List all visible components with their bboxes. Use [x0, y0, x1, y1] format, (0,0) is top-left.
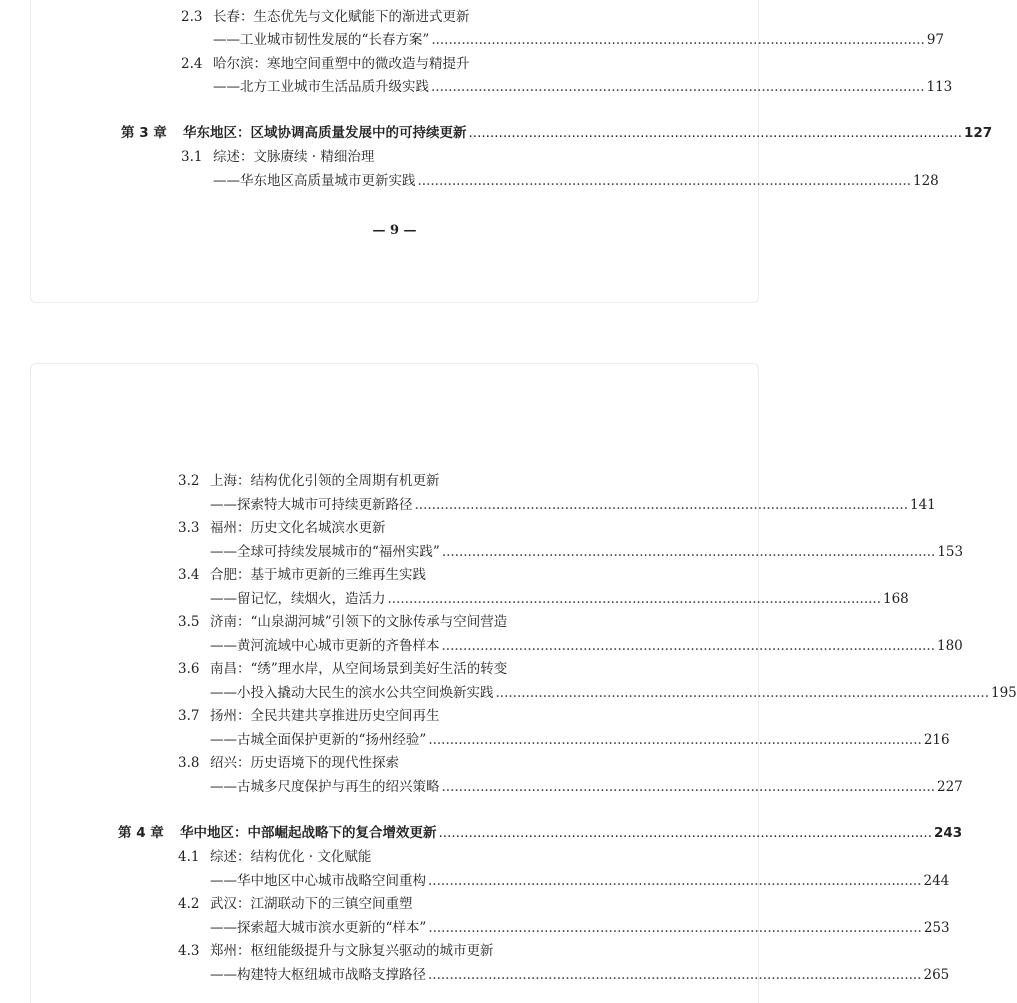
section-subtitle: ——小投入撬动大民生的滨水公共空间焕新实践 [210, 685, 494, 701]
toc-entry-2-4[interactable] [181, 54, 470, 74]
section-title: 绍兴：历史语境下的现代性探索 [210, 755, 399, 771]
section-number: 2.3 [181, 9, 203, 25]
section-subtitle: ——构建特大枢纽城市战略支撑路径 [210, 967, 426, 983]
page-ref: 195 [991, 685, 1017, 701]
section-title: 哈尔滨：寒地空间重塑中的微改造与精提升 [213, 56, 470, 72]
section-subtitle: ——探索特大城市可持续更新路径 [210, 497, 413, 513]
section-title: 扬州：全民共建共享推进历史空间再生 [210, 708, 440, 724]
leader-dots: ................................................................................................................... [428, 873, 922, 889]
leader-dots: ................................................................................................................... [468, 125, 962, 141]
page-ref: 128 [913, 173, 939, 189]
toc-entry-4-1[interactable] [178, 847, 371, 867]
toc-entry-2-4-subtitle[interactable] [213, 77, 953, 97]
page-ref: 243 [934, 825, 963, 841]
toc-entry-4-3-subtitle[interactable] [210, 965, 950, 985]
toc-entry-3-8-subtitle[interactable] [210, 777, 963, 797]
leader-dots: ................................................................................................................... [438, 825, 932, 841]
section-number: 4.3 [178, 943, 200, 959]
page-ref: 127 [964, 125, 993, 141]
toc-chapter-3[interactable] [121, 123, 993, 143]
toc-entry-2-3[interactable] [181, 7, 470, 27]
toc-entry-3-7[interactable] [178, 706, 440, 726]
section-number: 3.1 [181, 149, 203, 165]
leader-dots: ................................................................................................................... [387, 591, 881, 607]
toc-entry-3-4-subtitle[interactable] [210, 589, 909, 609]
leader-dots: ................................................................................................................... [441, 544, 936, 560]
toc-entry-4-2[interactable] [178, 894, 413, 914]
page-ref: 227 [937, 779, 963, 795]
toc-entry-4-3[interactable] [178, 941, 494, 961]
section-title: 长春：生态优先与文化赋能下的渐进式更新 [213, 9, 470, 25]
toc-entry-3-5[interactable] [178, 612, 507, 632]
section-subtitle: ——留记忆，续烟火，造活力 [210, 591, 386, 607]
section-subtitle: ——全球可持续发展城市的“福州实践” [210, 544, 440, 560]
page-ref: 265 [923, 967, 950, 983]
document-page-10 [30, 363, 1017, 1003]
section-number: 2.4 [181, 56, 203, 72]
section-number: 3.6 [178, 661, 200, 677]
page-ref: 244 [923, 873, 950, 889]
leader-dots: ................................................................................................................... [495, 685, 989, 701]
leader-dots: ................................................................................................................... [441, 638, 935, 654]
section-title: 福州：历史文化名城滨水更新 [210, 520, 386, 536]
section-title: 南昌：“绣”理水岸，从空间场景到美好生活的转变 [210, 661, 508, 677]
page-ref: 180 [937, 638, 963, 654]
section-title: 综述：文脉赓续 · 精细治理 [213, 149, 375, 165]
section-number: 4.1 [178, 849, 200, 865]
section-subtitle: ——古城全面保护更新的“扬州经验” [210, 732, 427, 748]
toc-entry-3-1[interactable] [181, 147, 374, 167]
leader-dots: ................................................................................................................... [431, 32, 925, 48]
page-ref: 141 [910, 497, 936, 513]
toc-entry-3-5-subtitle[interactable] [210, 636, 963, 656]
section-title: 上海：结构优化引领的全周期有机更新 [210, 473, 440, 489]
section-number: 3.3 [178, 520, 200, 536]
toc-entry-3-3-subtitle[interactable] [210, 542, 964, 562]
section-number: 3.5 [178, 614, 200, 630]
toc-entry-2-3-subtitle[interactable] [213, 30, 944, 50]
page-ref: 253 [923, 920, 950, 936]
toc-chapter-4[interactable] [118, 823, 963, 843]
section-title: 济南：“山泉湖河城”引领下的文脉传承与空间营造 [210, 614, 508, 630]
leader-dots: ................................................................................................................... [428, 732, 922, 748]
leader-dots: ................................................................................................................... [414, 497, 908, 513]
chapter-label: 第 3 章 [121, 125, 167, 141]
document-page-9 [30, 0, 993, 303]
leader-dots: ................................................................................................................... [428, 967, 922, 983]
toc-entry-3-4[interactable] [178, 565, 426, 585]
toc-entry-3-1-subtitle[interactable] [213, 171, 939, 191]
toc-entry-4-1-subtitle[interactable] [210, 871, 950, 891]
chapter-title: 华东地区：区域协调高质量发展中的可持续更新 [183, 125, 467, 141]
section-number: 3.8 [178, 755, 200, 771]
section-number: 3.7 [178, 708, 200, 724]
toc-entry-3-6[interactable] [178, 659, 507, 679]
page-ref: 97 [926, 32, 944, 48]
section-subtitle: ——华中地区中心城市战略空间重构 [210, 873, 426, 889]
section-title: 郑州：枢纽能级提升与文脉复兴驱动的城市更新 [210, 943, 494, 959]
toc-entry-3-3[interactable] [178, 518, 386, 538]
section-number: 4.2 [178, 896, 200, 912]
section-title: 武汉：江湖联动下的三镇空间重塑 [210, 896, 413, 912]
page-ref: 168 [883, 591, 909, 607]
page-number: — 9 — [372, 223, 417, 238]
page-ref: 216 [923, 732, 950, 748]
page-ref: 113 [926, 79, 953, 95]
toc-entry-3-7-subtitle[interactable] [210, 730, 950, 750]
leader-dots: ................................................................................................................... [431, 79, 925, 95]
section-subtitle: ——探索超大城市滨水更新的“样本” [210, 920, 427, 936]
section-subtitle: ——工业城市韧性发展的“长春方案” [213, 32, 430, 48]
section-title: 合肥：基于城市更新的三维再生实践 [210, 567, 426, 583]
toc-entry-3-2-subtitle[interactable] [210, 495, 936, 515]
toc-entry-3-6-subtitle[interactable] [210, 683, 1017, 703]
page-ref: 153 [937, 544, 964, 560]
toc-entry-4-2-subtitle[interactable] [210, 918, 950, 938]
section-subtitle: ——黄河流域中心城市更新的齐鲁样本 [210, 638, 440, 654]
chapter-label: 第 4 章 [118, 825, 164, 841]
toc-entry-3-8[interactable] [178, 753, 399, 773]
section-subtitle: ——华东地区高质量城市更新实践 [213, 173, 416, 189]
section-number: 3.2 [178, 473, 200, 489]
section-subtitle: ——北方工业城市生活品质升级实践 [213, 79, 429, 95]
toc-entry-3-2[interactable] [178, 471, 440, 491]
leader-dots: ................................................................................................................... [417, 173, 911, 189]
section-title: 综述：结构优化 · 文化赋能 [210, 849, 372, 865]
leader-dots: ................................................................................................................... [428, 920, 922, 936]
section-number: 3.4 [178, 567, 200, 583]
section-subtitle: ——古城多尺度保护与再生的绍兴策略 [210, 779, 440, 795]
chapter-title: 华中地区：中部崛起战略下的复合增效更新 [180, 825, 437, 841]
leader-dots: ................................................................................................................... [441, 779, 935, 795]
